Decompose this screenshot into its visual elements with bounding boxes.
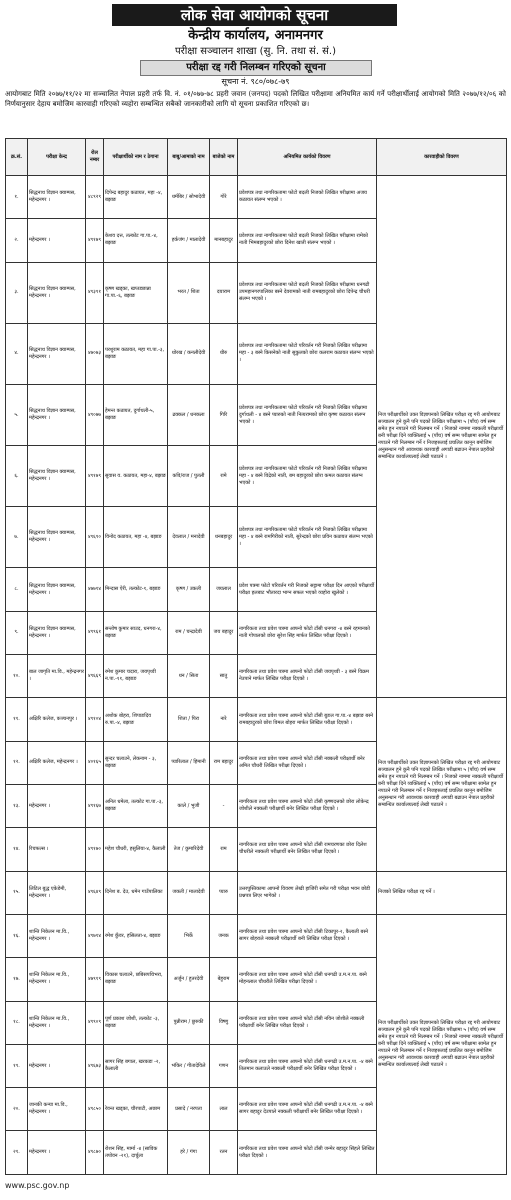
table-body [6, 176, 507, 1175]
header-roll: रोल नम्बर [86, 139, 104, 176]
roll-number-cell: ४९१६७ [86, 784, 104, 827]
exam-center-cell: सिद्धनाथ विज्ञान क्याम्पस, महेन्द्रनगर । [28, 384, 86, 445]
roll-number-cell: ४०१६५ [86, 741, 104, 784]
candidate-name-cell: हेमन्त कठायत, दुर्गाथली-५, बझाङ [104, 384, 168, 445]
action-cell: निज परीक्षार्थीको उक्त विज्ञापनको लिखित परीक्षा रद्द गरी आयोगबाट सञ्चालन हुने कुनै पनि पदको लिखित परीक्षामा ५ (पाँच) वर्ष सम्म समेत हुन नपाउने गरी निलम्बन गर्ने । निजको नाममा नक्कली परीक्षार्थी बनी परीक्षा दिने व्यक्तिलाई ५ (पाँच) वर्ष सम्म परीक्षामा सामेल हुन नपाउने गरी निलम्बन गर्ने र निजहरुलाई प्रचलित कानून बमोजिम अनुसन्धान गरी आवश्यक कारवाही अगाडी बढाउन नेपाल प्रहरीको सम्बन्धित कार्यालयलाई लेखी पठाउने । [377, 698, 507, 871]
roll-number-cell: ४९९६१ [86, 611, 104, 654]
irregularity-cell: नागरिकता तथा प्रवेश पत्रमा आफ्नो फोटो टाँसी नक्कली परीक्षार्थी बनेर अमित चौधरी लिखित परीक्षा दिएको । [238, 741, 377, 784]
irregularity-cell: प्रवेशपत्र तथा नागरिकतामा फोटो परिवर्तन गरी निजको लिखित परीक्षामा दुर्गाथली - ४ बस्ने प्यारुको नाती नित्यरामको छोरा कृष्ण कठायत संलग्न भएको । [238, 384, 377, 445]
candidate-name-cell: सुन्दर चलाउने, लेकनाम - ३, बझाङ [104, 741, 168, 784]
exam-center-cell: अक्षिरि कलेज, कञ्चनपुर । [28, 698, 86, 741]
serial-number-cell: ४. [6, 323, 28, 384]
action-cell: निज परीक्षार्थीको उक्त विज्ञापनको लिखित परीक्षा रद्द गरी आयोगबाट सञ्चालन हुने कुनै पनि पदको लिखित परीक्षामा ५ (पाँच) वर्ष सम्म समेत हुन नपाउने गरी निलम्बन गर्ने । निजको नाममा नक्कली परीक्षार्थी बनी परीक्षा दिने व्यक्तिलाई ५ (पाँच) वर्ष सम्म परीक्षामा सामेल हुन नपाउने गरी निलम्बन गर्ने र निजहरुलाई प्रचलित कानून बमोजिम अनुसन्धान गरी आवश्यक कारवाही अगाडी बढाउन नेपाल प्रहरीको सम्बन्धित कार्यालयलाई लेखी पठाउने । [377, 914, 507, 1174]
exam-center-cell: जानकी कन्या मा.वि., महेन्द्रनगर । [28, 1088, 86, 1131]
candidate-name-cell: सुवास व. कठायत, महा-४, बझाङ [104, 446, 168, 507]
action-cell: निज परीक्षार्थीको उक्त विज्ञापनको लिखित परीक्षा रद्द गरी आयोगबाट सञ्चालन हुने कुनै पनि पदको लिखित परीक्षामा ५ (पाँच) वर्ष सम्म समेत हुन नपाउने गरी निलम्बन गर्ने । निजको नाममा नक्कली परीक्षार्थी बनी परीक्षा दिने व्यक्तिलाई ५ (पाँच) वर्ष सम्म परीक्षामा सामेल हुन नपाउने गरी निलम्बन गर्ने र निजहरुलाई प्रचलित कानून बमोजिम अनुसन्धान गरी आवश्यक कारवाही अगाडी बढाउन नेपाल प्रहरीको सम्बन्धित कार्यालयलाई लेखी पठाउने । [377, 176, 507, 698]
candidate-name-cell: दिपेन्द्र बहादुर कठायत, महा -४, बझाङ [104, 176, 168, 219]
candidate-name-cell: केशव दत्त, तल्कोट गा.पा.-४, बझाङ [104, 219, 168, 262]
parents-name-cell: भंकिर / गीतादेविले [168, 1044, 210, 1087]
header-action: कारवाहीको विवरण [377, 139, 507, 176]
roll-number-cell: ४९७१४ [86, 914, 104, 957]
serial-number-cell: १७. [6, 958, 28, 1001]
parents-name-cell: देवलाल / मनादेवी [168, 507, 210, 568]
exam-center-cell: शान्ति निकेतन मा.वि., महेन्द्रनगर । [28, 914, 86, 957]
candidate-name-cell: पूर्ण प्रकाश जोशी, तल्कोट -३, बझाङ [104, 1001, 168, 1044]
serial-number-cell: ३. [6, 262, 28, 323]
candidate-name-cell: मिन्दास ऐरी, तल्कोट-१, बझाङ [104, 568, 168, 611]
header-irregularity: अनियमित कार्यको विवरण [238, 139, 377, 176]
notice-title: परीक्षा रद्द गरी निलम्बन गरिएको सूचना [140, 60, 372, 76]
roll-number-cell: ४७९१९ [86, 958, 104, 1001]
candidate-name-cell: कृष्ण खड्का, खप्तडछान्ना गा.पा.-६, बझाङ [104, 262, 168, 323]
header-center: परीक्षा केन्द्र [28, 139, 86, 176]
irregularity-cell: नागरिकता तथा प्रवेश पत्रमा आफ्नो फोटो टाँसी रामचरणका छोरा दिलेश चौधरीले नक्कली परीक्षार्थी बनेर लिखित परीक्षा दिएको । [238, 828, 377, 871]
parents-name-cell: धोरख / कनलीदेवी [168, 323, 210, 384]
candidate-name-cell: परशुराम कठायत, महा गा.पा.-३, बझाङ [104, 323, 168, 384]
serial-number-cell: १४. [6, 828, 28, 871]
exam-center-cell: अक्षिरि कलेज, महेन्द्रनगर । [28, 741, 86, 784]
candidate-name-cell: सन्तोष कुमार साउद, धनगरा-४, बझाङ [104, 611, 168, 654]
table-header-row [6, 139, 507, 176]
serial-number-cell: १. [6, 176, 28, 219]
grandfather-name-cell: जयलाल [210, 568, 238, 611]
notice-banner: लोक सेवा आयोगको सूचना [112, 4, 397, 26]
intro-paragraph: आयोगबाट मिति २०७७/११/२२ मा सञ्चालित नेपाल प्रहरी तर्फ वि. नं. ०१/०७७-७८ प्रहरी जवान (जनपद) पदको लिखित परीक्षामा अनियमित कार्य गर्ने परीक्षार्थीलाई आयोगको मिति २०७७/१२/०६ को निर्णयानुसार देहाय बमोजिम कारवाही गरिएको व्यहोरा सम्बन्धित सबैको जानकारीको लागि यो सूचना प्रकाशित गरिएको छ। [5, 90, 506, 108]
exam-center-cell: शान्ति निकेतन मा.वि., महेन्द्रनगर । [28, 1001, 86, 1044]
serial-number-cell: १३. [6, 784, 28, 827]
exam-center-cell: महेन्द्रनगर । [28, 1131, 86, 1175]
grandfather-name-cell: धीरु [210, 323, 238, 384]
irregularity-cell: प्रवेशपत्र तथा नागरिकतामा फोटो बदली निजको लिखित परीक्षामा रामेको नाती भिमबहादुरको छोरा दिनेश खाती संलग्न भएको । [238, 219, 377, 262]
roll-number-cell: ४७०७३ [86, 323, 104, 384]
irregularity-cell: नागरिकता तथा प्रवेश पत्रमा आफ्नो फोटो टाँसी टिकापुर-२, कैलाली बस्ने सागर बोहराले नक्कली परीक्षार्थी बनी लिखित परीक्षा दिएको । [238, 914, 377, 957]
irregularity-cell: नागरिकता तथा प्रवेश पत्रमा आफ्नो फोटो टाँसी धनगढी उ.म.न.पा. बस्ने मोहनलाल चौधरीले लिखित परीक्षा दिएको । [238, 958, 377, 1001]
grandfather-name-cell: जनक [210, 914, 238, 957]
parents-name-cell: शिता / पिरा [168, 698, 210, 741]
grandfather-name-cell: धनबहादुर [210, 507, 238, 568]
roll-number-cell: ४९६९० [86, 507, 104, 568]
table-row [6, 176, 507, 219]
candidate-name-cell: रमेश कुँवर, हसिलता-४, बझाङ [104, 914, 168, 957]
header-parents: बाबु/आमाको नाम [168, 139, 210, 176]
roll-number-cell: ४९०७७ [86, 384, 104, 445]
serial-number-cell: २१. [6, 1131, 28, 1175]
parents-name-cell: तेज / कुमारिदेवी [168, 828, 210, 871]
exam-center-cell: रिचफल्स । [28, 828, 86, 871]
grandfather-name-cell: रतन [210, 1131, 238, 1175]
irregularity-cell: उत्तरपुस्तिकामा आफ्नो विवरण लेखी हाजिरी समेत गरी परीक्षा भवन छोडी प्रश्नपत्र लिएर भागेको । [238, 871, 377, 914]
grandfather-name-cell: मानबहादुर [210, 219, 238, 262]
parents-name-cell: कवि/राज / पुतली [168, 446, 210, 507]
notice-number: सूचना नं. ९८०/०७८-७९ [221, 77, 290, 86]
grandfather-name-cell: गोरे [210, 176, 238, 219]
irregularity-cell: नागरिकता तथा प्रवेश पत्रमा आफ्नो फोटो टाँसी धनगरा -४ बस्ने रहमानको नाती गोपालको छोरा सुरेश सिंह मार्फत लिखित परीक्षा दिएको । [238, 611, 377, 654]
parents-name-cell: काले / भुजी [168, 784, 210, 827]
roll-number-cell: ४९८५० [86, 1088, 104, 1131]
candidate-name-cell: अनित धमेला, तल्कोट गा.पा.-३, बझाङ [104, 784, 168, 827]
parents-name-cell: हरे / गंगा [168, 1131, 210, 1175]
exam-center-cell: महेन्द्रनगर । [28, 219, 86, 262]
exam-center-cell: सिद्धनाथ विज्ञान क्याम्पस, महेन्द्रनगर । [28, 568, 86, 611]
serial-number-cell: १६. [6, 914, 28, 957]
irregularity-cell: नागरिकता तथा प्रवेश पत्रमा आफ्नो फोटो टाँसी जयपृथ्वी - ३ बस्ने विक्रम नेउपाने मार्फत लिखित परीक्षा दिएको । [238, 655, 377, 698]
candidate-name-cell: विनोद कठायत, महा -४, बझाङ [104, 507, 168, 568]
parents-name-cell: हर्कजंग / मालादेवी [168, 219, 210, 262]
serial-number-cell: ११. [6, 698, 28, 741]
exam-center-cell: सिद्धनाथ विज्ञान क्याम्पस, महेन्द्रनगर । [28, 446, 86, 507]
serial-number-cell: ७. [6, 507, 28, 568]
grandfather-name-cell: - [210, 784, 238, 827]
irregularity-cell: नागरिकता तथा प्रवेश पत्रमा आफ्नो फोटो टाँसी बुङल गा.पा.-४ बझाङ बस्ने रामबहादुरको छोरा विमल बोहरा मार्फत लिखित परीक्षा दिएको । [238, 698, 377, 741]
candidate-name-cell: अशोक बोहरा, शिपाङदिव रु.पा.-४, बझाङ [104, 698, 168, 741]
serial-number-cell: ५. [6, 384, 28, 445]
roll-number-cell: ४९३९१ [86, 262, 104, 323]
serial-number-cell: १९. [6, 1044, 28, 1087]
grandfather-name-cell: प्यारु [210, 871, 238, 914]
parents-name-cell: पुन्नीराम / छुरुकी [168, 1001, 210, 1044]
table-row [6, 871, 507, 914]
header-sn: क्र.सं. [6, 139, 28, 176]
parents-name-cell: भरत / शिता [168, 262, 210, 323]
grandfather-name-cell: राम बहादुर [210, 741, 238, 784]
irregularity-cell: नागरिकता तथा प्रवेश पत्रमा आफ्नो फोटो टाँसी धनगढी उ.म.न.पा. -४ बस्ने सागर बहादुर देउपाले नक्कली परीक्षार्थी बनेर लिखित परीक्षा दिएको । [238, 1088, 377, 1131]
serial-number-cell: २. [6, 219, 28, 262]
action-cell: निजको लिखित परीक्षा रद्द गर्ने । [377, 871, 507, 914]
grandfather-name-cell: राम [210, 828, 238, 871]
irregularity-cell: प्रवेशपत्र तथा नागरिकतामा फोटो परिवर्तन गरी निजको लिखित परीक्षामा महा - ४ बस्ने विद्रेको नाती, बम बहादुरको छोरा कमल कठायत संलग्न भएको । [238, 446, 377, 507]
exam-center-cell: शान्ति निकेतन मा.वि., महेन्द्रनगर । [28, 958, 86, 1001]
header-name: परीक्षार्थीको नाम र ठेगाना [104, 139, 168, 176]
grandfather-name-cell: सातु [210, 655, 238, 698]
parents-name-cell: भिर्के [168, 914, 210, 957]
candidate-name-cell: विकास चलाउने, छबिसपथिभरा, बझाङ [104, 958, 168, 1001]
exam-center-cell: सिद्धनाथ विज्ञान क्याम्पस, महेन्द्रनगर । [28, 507, 86, 568]
exam-center-cell: महेन्द्रनगर । [28, 784, 86, 827]
candidate-name-cell: रेवन्त खड्का, चौरपाटी, अछाम [104, 1088, 168, 1131]
roll-number-cell: ४९१७० [86, 828, 104, 871]
roll-number-cell: ४९१०४ [86, 698, 104, 741]
irregularity-cell: नागरिकता तथा प्रवेश पत्रमा आफ्नो फोटो टाँसी कृष्णदत्तको छोरा लोकेन्द्र जोशीले नक्कली परीक्षार्थी बनेर लिखित परीक्षा दिएको । [238, 784, 377, 827]
irregularity-cell: प्रवेशपत्र तथा नागरिकतामा फोटो बदली निजको लिखित परीक्षामा धनगढी उपमहानगरपालिका बस्ने देवरामको नाती रामबहादुरको छोरा दिपेन्द्र चौधरी संलग्न भएको । [238, 262, 377, 323]
parents-name-cell: अर्जुन / हुतरदेवी [168, 958, 210, 1001]
exam-center-cell: सिद्धनाथ विज्ञान क्याम्पस, महेन्द्रनगर । [28, 611, 86, 654]
serial-number-cell: १२. [6, 741, 28, 784]
branch-title: परीक्षा सञ्चालन शाखा (सु. नि. तथा सं. सं.) [174, 46, 337, 57]
parents-name-cell: कृष्ण / उकली [168, 568, 210, 611]
irregularity-cell: प्रवेशपत्र तथा नागरिकतामा फोटो परिवर्तन गरी निजको लिखित परीक्षामा महा - ३ बस्ने किसनेको नाती सुकुलको छोरा कलराम कठायत संलग्न भएको । [238, 323, 377, 384]
candidate-name-cell: सागर सिंह बगाल, खरकडा -२, कैलाली [104, 1044, 168, 1087]
grandfather-name-cell: विष्णु [210, 1001, 238, 1044]
roll-number-cell: ४७७१४ [86, 568, 104, 611]
grandfather-name-cell: गिरि [210, 384, 238, 445]
parents-name-cell: ढक्कल / धनकला [168, 384, 210, 445]
roll-number-cell: ४८९२९ [86, 176, 104, 219]
roll-number-cell: ४९६७३ [86, 1044, 104, 1087]
exam-center-cell: सिद्धनाथ विज्ञान क्याम्पस, महेन्द्रनगर । [28, 262, 86, 323]
parents-name-cell: प्रसादे / नरपता [168, 1088, 210, 1131]
parents-name-cell: धर्मबिर / सोभादेवी [168, 176, 210, 219]
irregularity-cell: प्रवेशपत्र तथा नागरिकतामा फोटो बदली निजको लिखित परीक्षामा अजय कठायत संलग्न भएको । [238, 176, 377, 219]
grandfather-name-cell: रामे [210, 446, 238, 507]
roll-number-cell: ४९६४९ [86, 871, 104, 914]
irregularity-cell: नागरिकता तथा प्रवेश पत्रमा आफ्नो फोटो टाँसी नविन जोशीले नक्कली परीक्षार्थी बनेर लिखित परीक्षा दिएको । [238, 1001, 377, 1044]
grandfather-name-cell: गणन [210, 1044, 238, 1087]
serial-number-cell: २०. [6, 1088, 28, 1131]
serial-number-cell: १८. [6, 1001, 28, 1044]
roll-number-cell: ४९१७९ [86, 219, 104, 262]
roll-number-cell: ४९१७९ [86, 446, 104, 507]
exam-center-cell: लिटिल बुद्ध एकेडेमी, महेन्द्रनगर । [28, 871, 86, 914]
roll-number-cell: ४९८७० [86, 1131, 104, 1175]
serial-number-cell: ६. [6, 446, 28, 507]
candidate-name-cell: दिनेश ब. देउ, धमेन गाउँपालिका [104, 871, 168, 914]
irregularity-cell: प्रवेश पत्रमा फोटो परिवर्तन गरी निजको सट्टामा परीक्षा दिन आएको परीक्षार्थी परीक्षा हलबाट भौतारदा भाग्न सफल भएको व्यहोरा खुलेको । [238, 568, 377, 611]
parents-name-cell: धन / सिता [168, 655, 210, 698]
exam-center-cell: महेन्द्रनगर । [28, 1044, 86, 1087]
suspension-table [5, 138, 507, 1175]
parents-name-cell: जकती / मालादेवी [168, 871, 210, 914]
roll-number-cell: ४९९०९ [86, 1001, 104, 1044]
table-row [6, 698, 507, 741]
exam-center-cell: सिद्धनाथ विज्ञान क्याम्पस, महेन्द्रनगर । [28, 323, 86, 384]
header-grandfather: बाजेको नाम [210, 139, 238, 176]
irregularity-cell: नागरिकता तथा प्रवेश पत्रमा आफ्नो फोटो टाँसी धनगढी उ.म.न.पा. -४ बस्ने तिलमान कलाउले नक्कली परीक्षार्थी बनेर लिखित परीक्षा दिएको । [238, 1044, 377, 1087]
exam-center-cell: बाल जागृति मा.वि., महेन्द्रनगर । [28, 655, 86, 698]
roll-number-cell: ४९६६९ [86, 655, 104, 698]
office-title: केन्द्रीय कार्यालय, अनामनगर [188, 28, 323, 43]
exam-center-cell: सिद्धनाथ विज्ञान क्याम्पस, महेन्द्रनगर । [28, 176, 86, 219]
candidate-name-cell: रोशन सिंह, मार्मा -४ (साविक तपोवन -२१), दार्चुला [104, 1131, 168, 1175]
grandfather-name-cell: दयाराम [210, 262, 238, 323]
parents-name-cell: प्यारिलाल / हिमानी [168, 741, 210, 784]
serial-number-cell: १०. [6, 655, 28, 698]
grandfather-name-cell: जय बहादुर [210, 611, 238, 654]
irregularity-cell: प्रवेशपत्र तथा नागरिकतामा फोटो परिवर्तन गरी निजको लिखित परीक्षामा महा - ४ बस्ने रामगिरीको नाती, सुरेन्द्रको छोरा प्रविन कठायत संलग्न भएको । [238, 507, 377, 568]
irregularity-cell: नागरिकता तथा प्रवेश पत्रमा आफ्नो फोटो टाँसी जन्मेर बहादुर सिंहले लिखित परीक्षा दिएको । [238, 1131, 377, 1175]
candidate-name-cell: महेश चौधरी, हसुलिया-४, कैलाली [104, 828, 168, 871]
parents-name-cell: राम / चन्द्रादेवी [168, 611, 210, 654]
serial-number-cell: ९. [6, 611, 28, 654]
footer-url: www.psc.gov.np [5, 1181, 70, 1190]
table-row [6, 914, 507, 957]
grandfather-name-cell: नारे [210, 698, 238, 741]
grandfather-name-cell: लाल [210, 1088, 238, 1131]
candidate-name-cell: रमेश कुमार चदारा, जयपृथ्वी न.पा.-११, बझाङ [104, 655, 168, 698]
grandfather-name-cell: बेहुराम [210, 958, 238, 1001]
serial-number-cell: ८. [6, 568, 28, 611]
serial-number-cell: १५. [6, 871, 28, 914]
